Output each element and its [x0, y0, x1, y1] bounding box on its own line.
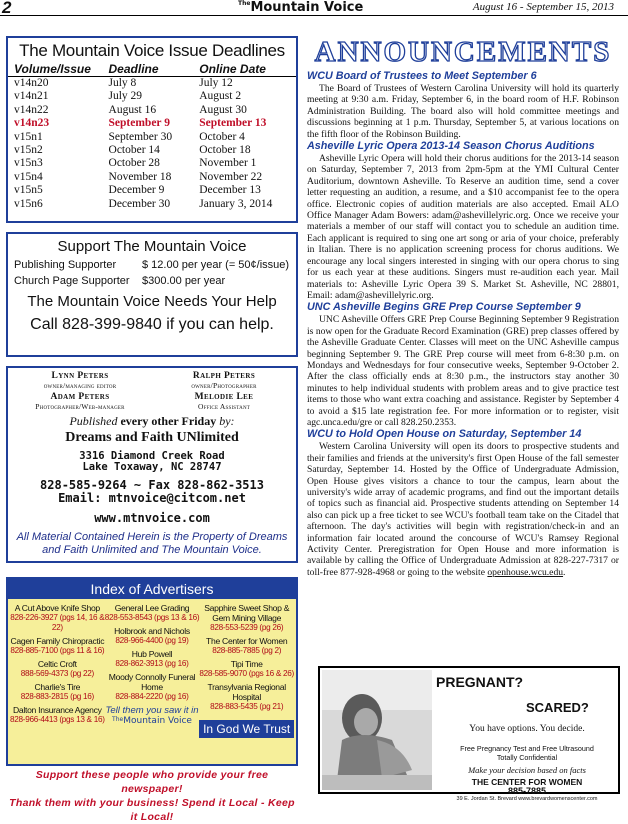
advertiser-phone: 828-885-7885 (pg 2) [212, 646, 282, 655]
cell: July 29 [108, 90, 143, 103]
staff-member [8, 371, 152, 390]
ad-decision: Make your decision based on facts [468, 765, 586, 775]
deadline-row [8, 144, 296, 157]
ad-pregnant: PREGNANT? [436, 674, 524, 690]
deadline-row [8, 77, 296, 90]
advertiser-phone: 828-585-9070 (pgs 16 & 26) [199, 669, 294, 678]
cell: October 18 [199, 144, 251, 157]
published-frequency: every other Friday [120, 414, 217, 428]
deadline-row [8, 157, 296, 170]
advertiser-phone: 828-884-2220 (pg 16) [115, 692, 189, 701]
deadline-row [8, 131, 296, 144]
advertiser-name: Transylvania Regional Hospital [207, 682, 286, 702]
staff-member [8, 392, 152, 411]
deadline-row [8, 171, 296, 184]
support-title: Support The Mountain Voice [57, 238, 247, 255]
advertiser-phone: 828-883-2815 (pg 16) [20, 692, 94, 701]
ad-options: You have options. You decide. [469, 724, 585, 734]
advertiser-name: General Lee Grading [114, 603, 190, 613]
cell: v15n6 [14, 197, 43, 210]
logo-name: Mountain Voice [123, 716, 192, 726]
advertisers-footer [6, 768, 298, 824]
openhouse-link[interactable]: openhouse.wcu.edu [487, 566, 564, 578]
footer-line: Thank them with your business! Spend it Local - Keep it Local! [9, 797, 295, 823]
deadlines-header [8, 62, 296, 77]
woman-photo [322, 670, 432, 790]
advertiser-phone: 828-883-5435 (pg 21) [210, 702, 284, 711]
advertiser-name: Holbrook and Nichols [114, 626, 190, 636]
announcement-text: The Board of Trustees of Western Carolina University will hold its quarterly meeting at 9:30 a.m. Friday, September 6, in the board room of H.F. Robinson Administration Building. The board also will hold committee meetings and discussions beginning at 1 p.m. Thursday, September 5, at various locations on the fifth floor of the Robinson Building. [307, 83, 619, 140]
advertiser-phone: 828-862-3913 (pg 16) [115, 659, 189, 668]
staff-role: owner/Photographer [191, 381, 257, 390]
website-link[interactable]: www.mtnvoice.com [94, 511, 210, 525]
deadline-row [8, 184, 296, 197]
mountain-voice-logo [105, 716, 200, 726]
paper-name [238, 0, 363, 15]
deadline-row [8, 198, 296, 211]
tell-them: Tell them you saw it in [105, 705, 199, 716]
staff-role: Office Assistant [197, 402, 251, 411]
logo-the: The [112, 716, 124, 723]
advertiser-phone: 828-226-3927 (pgs 14, 16 & 22) [10, 613, 105, 632]
advertiser [10, 659, 105, 679]
advertiser [199, 603, 294, 633]
advertiser [105, 603, 200, 623]
advertiser [105, 672, 200, 702]
announcement-text: Asheville Lyric Opera will hold their chorus auditions for the 2013-14 season on Saturday, September 7, 2013 from 2pm-5pm at the YMI Cultural Center Auditorium, downtown Asheville. To Reserve an audition time, send a cover letter requesting an audition, a resume, and a $10 accompanist fee to the opera office. Electronic copies of audition materials are also accepted. Email ALO Office Manager Adam Bowers: adam@ashevillelyric.org. Once we receive your materials a member of our staff will contact you to schedule an audition time. Each applicant is required to sing one art song or aria of your choice, preferably in Italian. There is no application screening process for chorus auditions. We encourage any local singers interested in singing with our opera chorus to sing for us each year at these auditions. Singers must re-audition each year. Mail materials to: Asheville Lyric Opera 39 S. Market St. Asheville, NC 28801, Email: adam@ashevillelyric.org. [307, 153, 619, 301]
issue-date: August 16 - September 15, 2013 [472, 1, 614, 13]
center-for-women-ad [318, 666, 620, 802]
footer-line: Support these people who provide your free newspaper! [35, 769, 269, 795]
cell: November 22 [199, 170, 263, 183]
company-name: Dreams and Faith UNlimited [65, 430, 239, 445]
advertisers-col-1 [10, 603, 105, 738]
page-header [0, 0, 628, 16]
staff-role: owner/managing editor [43, 381, 117, 390]
price: $300.00 per year [142, 275, 226, 287]
cell: v15n2 [14, 144, 43, 157]
advertiser-phone: 828-553-5239 (pg 26) [210, 623, 284, 632]
rights-statement: All Material Contained Herein is the Property of Dreams and Faith Unlimited and The Mountain Voice. [16, 531, 288, 556]
published-line [8, 414, 296, 429]
advertisers-columns [8, 599, 296, 738]
ad-phone: 885-7885 [507, 786, 547, 796]
published-suffix: by: [219, 414, 235, 428]
advertiser-phone: 828-966-4400 (pg 19) [115, 636, 189, 645]
advertiser [105, 649, 200, 669]
advertiser-phone: 828-553-8543 (pgs 13 & 16) [104, 613, 200, 622]
announcement-text [307, 441, 619, 578]
advertisers-box [6, 577, 298, 766]
cell: v15n4 [14, 170, 43, 183]
contact [8, 479, 296, 505]
cell: v14n21 [14, 90, 49, 103]
staff-name: Adam Peters [50, 392, 110, 402]
advertiser [105, 626, 200, 646]
cell: October 28 [108, 157, 160, 170]
staff-member [152, 371, 296, 390]
cell: September 30 [108, 130, 173, 143]
announcement-heading: Asheville Lyric Opera 2013-14 Season Chorus Auditions [307, 140, 595, 153]
cell: v15n3 [14, 157, 43, 170]
advertiser [10, 603, 105, 633]
announcement-heading: UNC Asheville Begins GRE Prep Course September 9 [307, 301, 581, 314]
advertiser-name: Dalton Insurance Agency [13, 705, 102, 715]
cell: November 1 [199, 157, 257, 170]
deadline-row-current [8, 117, 296, 130]
deadline-row [8, 90, 296, 103]
cell: v14n20 [14, 77, 49, 89]
cell: July 12 [199, 77, 233, 89]
cell: January 3, 2014 [199, 197, 273, 210]
cell: August 30 [199, 103, 247, 116]
support-call: Call 828-399-9840 if you can help. [30, 316, 274, 333]
announcement-tail: . [563, 566, 566, 578]
deadlines-title: The Mountain Voice Issue Deadlines [19, 41, 285, 60]
advertiser-name: Sapphire Sweet Shop & Gem Mining Village [204, 603, 290, 623]
col-online: Online Date [199, 62, 266, 76]
address-line: Lake Toxaway, NC 28747 [82, 461, 222, 473]
email-line[interactable]: Email: mtnvoice@citcom.net [58, 491, 246, 505]
in-god-we-trust: In God We Trust [199, 720, 294, 738]
label: Church Page Supporter [14, 275, 130, 287]
cell: August 2 [199, 90, 242, 103]
price: $ 12.00 per year (= 50¢/issue) [142, 259, 290, 271]
cell: November 18 [108, 170, 172, 183]
page-number: 2 [2, 0, 12, 17]
advertiser-name: Cagen Family Chiropractic [10, 636, 105, 646]
cell: September 13 [199, 117, 267, 130]
ad-address: 39 E. Jordan St. Brevard www.brevardwomenscenter.com [456, 796, 598, 802]
advertisers-col-3 [199, 603, 294, 738]
ad-confidential: Totally Confidential [496, 753, 558, 762]
advertiser-name: The Center for Women [206, 636, 288, 646]
cell: v14n22 [14, 103, 49, 116]
advertiser-phone: 828-966-4413 (pgs 13 & 16) [10, 715, 105, 724]
advertiser-name: Charlie's Tire [34, 682, 81, 692]
cell: v15n5 [14, 184, 43, 197]
support-help: The Mountain Voice Needs Your Help [27, 293, 277, 310]
cell: October 4 [199, 130, 245, 143]
staff-name: Lynn Peters [51, 371, 109, 381]
ad-free-line: Free Pregnancy Test and Free Ultrasound [460, 744, 594, 753]
staff-box [6, 366, 298, 563]
advertiser [10, 636, 105, 656]
staff-member [152, 392, 296, 411]
advertiser-name: Moody Connolly Funeral Home [108, 672, 196, 692]
paper-the: The [238, 0, 251, 7]
cell: December 30 [108, 197, 171, 210]
staff-grid [8, 371, 296, 411]
staff-role: Photographer/Web-manager [35, 402, 125, 411]
deadlines-box [6, 36, 298, 223]
advertiser-name: Hub Powell [131, 649, 173, 659]
phone-line: 828-585-9264 ~ Fax 828-862-3513 [40, 478, 264, 492]
ad-free [434, 744, 620, 762]
advertiser-name: Celtic Croft [37, 659, 77, 669]
cell: v14n23 [14, 117, 50, 130]
announcement-body: Western Carolina University will open its doors to prospective students and their families and friends at the university's first Open House of the fall semester Saturday, September 14. Hosted by the Office of Undergraduate Admission, Open House gives visitors a chance to tour the campus, learn about the university's wide array of academic programs, and find out the important details of topics such as financial aid. Prospective students attending on September 14 also can pick up a free ticket to see WCU's football team take on the Citadel that afternoon. The day's activities will begin with registration/check-in and an information fair located around the concourse of WCU's Ramsey Regional Activity Center. Preregistration for Open House and more information is available by calling the Office of Undergraduate Admission at 828-227-7317 or toll-free 877-928-4968 or going to the website [307, 441, 619, 578]
support-publishing [8, 259, 296, 271]
cell: December 13 [199, 184, 261, 197]
announcements-title: ANNOUNCEMENTS [314, 36, 612, 68]
advertiser [10, 705, 105, 725]
staff-name: Ralph Peters [192, 371, 256, 381]
cell: October 14 [108, 144, 160, 157]
advertiser-name: Tipi Time [230, 659, 263, 669]
advertiser-phone: 828-885-7100 (pgs 11 & 16) [10, 646, 105, 655]
label: Publishing Supporter [14, 259, 117, 271]
advertiser-name: A Cut Above Knife Shop [14, 603, 100, 613]
address [8, 451, 296, 473]
col-deadline: Deadline [108, 62, 159, 76]
ad-center-name: THE CENTER FOR WOMEN [471, 777, 583, 787]
advertiser-phone: 888-569-4373 (pg 22) [20, 669, 94, 678]
cell: v15n1 [14, 130, 43, 143]
support-box [6, 232, 298, 357]
ad-scared: SCARED? [526, 700, 589, 715]
staff-name: Melodie Lee [194, 392, 254, 402]
col-volume: Volume/Issue [14, 62, 91, 76]
published-prefix: Published [69, 414, 118, 428]
deadline-row [8, 104, 296, 117]
cell: December 9 [108, 184, 165, 197]
advertiser [199, 682, 294, 712]
advertisers-title: Index of Advertisers [8, 579, 296, 599]
advertiser [199, 636, 294, 656]
cell: August 16 [108, 103, 157, 116]
announcement-heading: WCU Board of Trustees to Meet September 6 [307, 70, 537, 82]
support-church [8, 275, 296, 287]
announcement-heading: WCU to Hold Open House on Saturday, September 14 [307, 428, 582, 441]
advertisers-col-2 [105, 603, 200, 738]
paper-title: Mountain Voice [250, 0, 364, 15]
cell: September 9 [108, 117, 170, 130]
announcements-body [307, 70, 619, 578]
advertiser [199, 659, 294, 679]
announcement-text: UNC Asheville Offers GRE Prep Course Beginning September 9 Registration is now open for the Graduate Record Examination (GRE) prep classes offered by the Asheville Graduate Center. Classes will meet on the UNC Asheville campus beginning September 9. The GRE Prep course will meet from 6-8:30 p.m. on Mondays and Wednesdays for four consecutive weeks, September 9-October 2. After the class officially ends at 8:30 p.m., the instructors stay another 30 minutes to help individual students with problem areas and to give practice test items to those who want extra coaching and assistance. Register by September 4 to avoid a $15 late registration fee. For more information or to register, visit agc.unca.edu/gre or call 828.250.2353. [307, 314, 619, 428]
advertiser [10, 682, 105, 702]
cell: July 8 [108, 77, 137, 89]
address-line: 3316 Diamond Creek Road [79, 450, 225, 462]
